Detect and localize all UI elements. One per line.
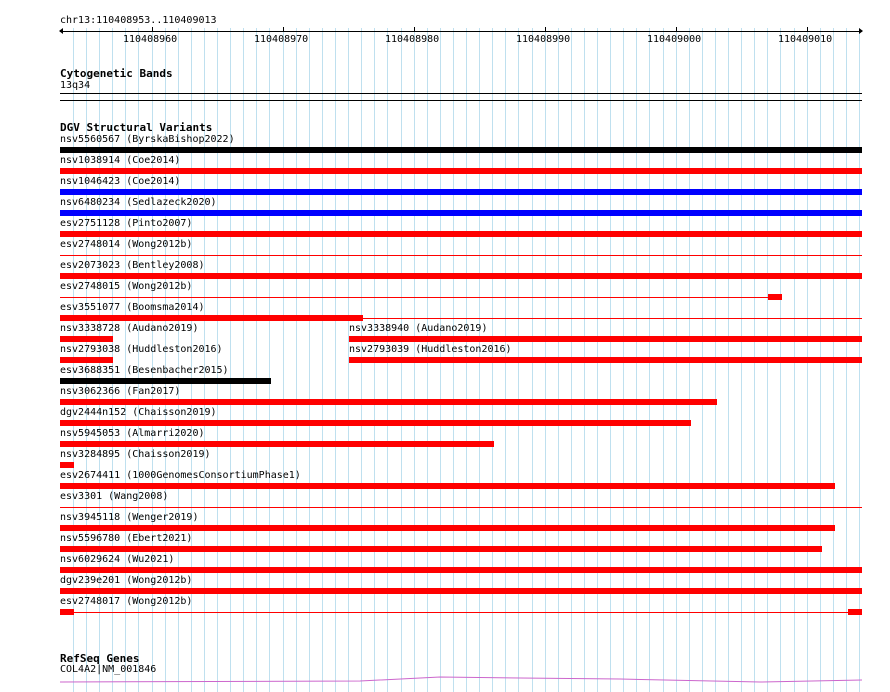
variant-label[interactable]: nsv6480234 (Sedlazeck2020) [60, 197, 217, 208]
ruler-position: chr13:110408953..110409013 [60, 15, 217, 26]
variant-bar[interactable] [60, 189, 862, 195]
variant-label[interactable]: dgv239e201 (Wong2012b) [60, 575, 193, 586]
variant-label[interactable]: nsv5560567 (ByrskaBishop2022) [60, 134, 235, 145]
variant-bar[interactable] [60, 462, 74, 468]
variant-bar[interactable] [60, 378, 271, 384]
variant-bar[interactable] [60, 336, 113, 342]
variant-bar[interactable] [60, 567, 862, 573]
variant-bar[interactable] [60, 399, 717, 405]
variant-intron-line [60, 612, 862, 613]
variant-label[interactable]: nsv1046423 (Coe2014) [60, 176, 181, 187]
ruler-tick-mark [283, 27, 284, 32]
ruler-axis[interactable] [60, 31, 862, 32]
variant-bar[interactable] [60, 525, 835, 531]
variant-bar[interactable] [60, 210, 862, 216]
variant-label[interactable]: esv2674411 (1000GenomesConsortiumPhase1) [60, 470, 301, 481]
variant-label[interactable]: nsv6029624 (Wu2021) [60, 554, 175, 565]
dgv-track-title: DGV Structural Variants [60, 121, 213, 134]
ruler-tick-label: 110409010 [778, 34, 833, 45]
gene-intron-path [60, 677, 862, 682]
variant-label[interactable]: nsv3062366 (Fan2017) [60, 386, 181, 397]
variant-bar[interactable] [60, 147, 862, 153]
variant-label[interactable]: esv2748014 (Wong2012b) [60, 239, 193, 250]
variant-label[interactable]: nsv3284895 (Chaisson2019) [60, 449, 211, 460]
ruler-tick-label: 110408970 [254, 34, 309, 45]
variant-intron-line [363, 318, 862, 319]
variant-label[interactable]: esv3301 (Wang2008) [60, 491, 169, 502]
variant-label[interactable]: nsv5945053 (Almarri2020) [60, 428, 205, 439]
cytoband-label[interactable]: 13q34 [60, 80, 91, 91]
variant-bar[interactable] [60, 420, 691, 426]
variant-label[interactable]: nsv2793038 (Huddleston2016) [60, 344, 223, 355]
ruler-tick-label: 110408980 [385, 34, 440, 45]
ruler-tick-mark [807, 27, 808, 32]
variant-bar[interactable] [60, 441, 494, 447]
variant-bar[interactable] [60, 609, 74, 615]
variant-bar[interactable] [60, 588, 862, 594]
variant-label[interactable]: nsv5596780 (Ebert2021) [60, 533, 193, 544]
variant-label[interactable]: esv2073023 (Bentley2008) [60, 260, 205, 271]
cytoband-track-title: Cytogenetic Bands [60, 67, 173, 80]
ruler-tick-label: 110409000 [647, 34, 702, 45]
variant-label[interactable]: esv3551077 (Boomsma2014) [60, 302, 205, 313]
ruler-tick-mark [414, 27, 415, 32]
refseq-gene-line[interactable] [60, 676, 862, 684]
variant-label[interactable]: nsv3338940 (Audano2019) [349, 323, 488, 334]
ruler-tick-mark [152, 27, 153, 32]
variant-bar[interactable] [60, 546, 822, 552]
variant-bar[interactable] [349, 336, 862, 342]
variant-label[interactable]: esv2751128 (Pinto2007) [60, 218, 193, 229]
variant-bar[interactable] [848, 609, 862, 615]
variant-bar[interactable] [60, 255, 862, 256]
variant-label[interactable]: nsv1038914 (Coe2014) [60, 155, 181, 166]
variant-bar[interactable] [768, 294, 782, 300]
variant-bar[interactable] [349, 357, 862, 363]
variant-label[interactable]: nsv3338728 (Audano2019) [60, 323, 199, 334]
variant-label[interactable]: esv2748017 (Wong2012b) [60, 596, 193, 607]
variant-bar[interactable] [60, 231, 862, 237]
variant-label[interactable]: esv3688351 (Besenbacher2015) [60, 365, 229, 376]
ruler-tick-label: 110408990 [516, 34, 571, 45]
variant-label[interactable]: dgv2444n152 (Chaisson2019) [60, 407, 217, 418]
cytoband-line [60, 93, 862, 94]
variant-bar[interactable] [60, 357, 113, 363]
ruler-tick-mark [676, 27, 677, 32]
ruler-right-arrow-icon [859, 28, 863, 34]
variant-bar[interactable] [60, 483, 835, 489]
variant-label[interactable]: nsv2793039 (Huddleston2016) [349, 344, 512, 355]
variant-intron-line [60, 297, 768, 298]
refseq-track-title: RefSeq Genes [60, 652, 140, 665]
refseq-gene-label[interactable]: COL4A2|NM_001846 [60, 664, 157, 675]
ruler-tick-mark [545, 27, 546, 32]
variant-label[interactable]: esv2748015 (Wong2012b) [60, 281, 193, 292]
ruler-left-arrow-icon [59, 28, 63, 34]
variant-bar[interactable] [60, 315, 363, 321]
variant-bar[interactable] [60, 168, 862, 174]
variant-bar[interactable] [60, 273, 862, 279]
variant-bar[interactable] [60, 507, 862, 508]
track-divider [60, 100, 862, 101]
variant-label[interactable]: nsv3945118 (Wenger2019) [60, 512, 199, 523]
ruler-tick-label: 110408960 [123, 34, 178, 45]
